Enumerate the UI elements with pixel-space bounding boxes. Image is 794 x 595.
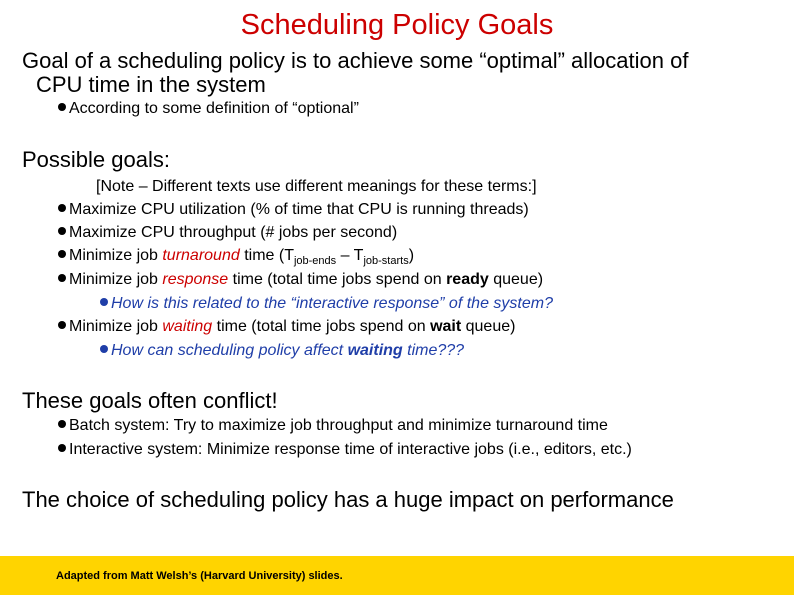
text-segment: Minimize job — [69, 318, 163, 335]
subscript-job-ends: job-ends — [293, 255, 337, 267]
conflict-heading: These goals often conflict! — [22, 388, 278, 413]
goal-utilization-text: Maximize CPU utilization (% of time that CPU is running threads) — [69, 201, 529, 218]
response-question — [100, 294, 553, 314]
intro-sub-text: According to some definition of “optional” — [69, 100, 359, 117]
bullet-icon — [58, 420, 66, 428]
text-segment: Minimize job — [69, 271, 163, 288]
text-segment: Minimize job — [69, 247, 163, 264]
slide-title: Scheduling Policy Goals — [240, 9, 554, 41]
bullet-icon — [58, 204, 66, 212]
conflict-batch-text: Batch system: Try to maximize job throughput and minimize turnaround time — [69, 417, 608, 434]
text-segment: How can scheduling policy affect — [111, 342, 348, 359]
bullet-icon — [58, 444, 66, 452]
bullet-icon — [100, 298, 108, 306]
bullet-icon — [58, 227, 66, 235]
text-segment: time (total time jobs spend on — [212, 318, 431, 335]
footer-credit: Adapted from Matt Welsh’s (Harvard University) slides. — [56, 570, 343, 582]
intro-sub-bullet — [58, 99, 359, 119]
possible-goals-heading: Possible goals: — [22, 147, 170, 172]
intro-line-1: Goal of a scheduling policy is to achieve some “optimal” allocation of — [22, 48, 689, 73]
text-segment: time (T — [239, 247, 294, 264]
bullet-icon — [58, 250, 66, 258]
bullet-icon — [58, 103, 66, 111]
emphasis-turnaround: turnaround — [162, 247, 240, 264]
goal-waiting — [58, 317, 515, 337]
goal-throughput — [58, 223, 397, 243]
conflict-interactive-text: Interactive system: Minimize response time of interactive jobs (i.e., editors, etc.) — [69, 441, 632, 458]
bold-wait: wait — [430, 318, 462, 335]
emphasis-waiting: waiting — [162, 318, 213, 335]
conflict-batch — [58, 416, 608, 436]
goal-turnaround — [58, 246, 414, 266]
bullet-icon — [100, 345, 108, 353]
emphasis-response: response — [162, 271, 229, 288]
conflict-interactive — [58, 440, 632, 460]
footer-bar — [0, 556, 794, 595]
goal-utilization — [58, 200, 529, 220]
waiting-question — [100, 341, 464, 361]
text-segment: time??? — [402, 342, 465, 359]
text-segment: time (total time jobs spend on — [228, 271, 447, 288]
response-question-text: How is this related to the “interactive response” of the system? — [111, 295, 553, 312]
goal-response — [58, 270, 543, 290]
subscript-job-starts: job-starts — [363, 255, 409, 267]
note-line: [Note – Different texts use different meanings for these terms:] — [96, 178, 537, 195]
bold-ready: ready — [446, 271, 489, 288]
text-segment: – T — [336, 247, 364, 264]
bold-waiting: waiting — [347, 342, 403, 359]
goal-throughput-text: Maximize CPU throughput (# jobs per second) — [69, 224, 398, 241]
text-segment: ) — [408, 247, 415, 264]
text-segment: queue) — [488, 271, 544, 288]
intro-line-2: CPU time in the system — [36, 72, 266, 97]
text-segment: queue) — [461, 318, 516, 335]
choice-statement: The choice of scheduling policy has a huge impact on performance — [22, 487, 674, 512]
bullet-icon — [58, 274, 66, 282]
bullet-icon — [58, 321, 66, 329]
